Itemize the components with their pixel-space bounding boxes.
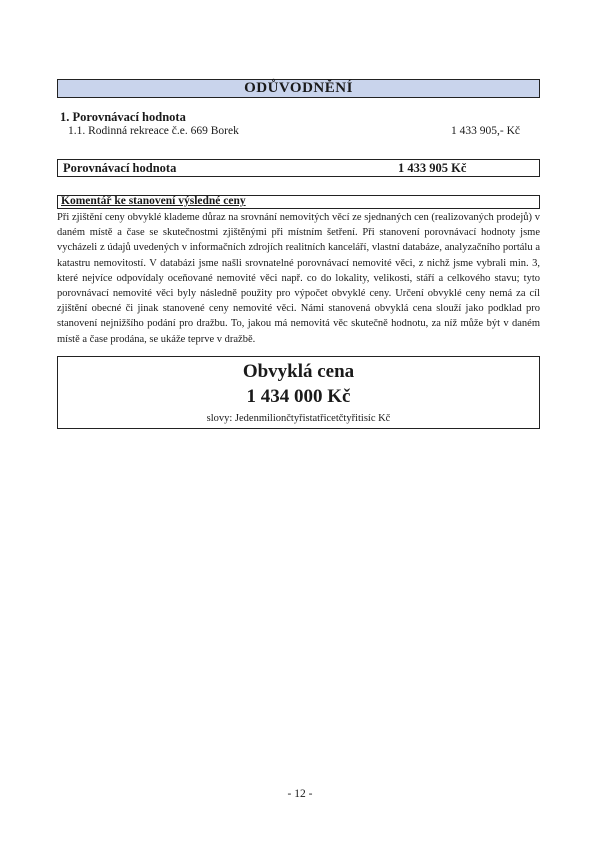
comment-title-box (57, 195, 540, 209)
usual-price-box (57, 356, 540, 429)
item-value: 1 433 905,- Kč (451, 125, 520, 137)
section-title: ODŮVODNĚNÍ (244, 80, 353, 96)
usual-price-title: Obvyklá cena (242, 361, 355, 382)
item-name: 1.1. Rodinná rekreace č.e. 669 Borek (68, 125, 239, 137)
comment-body: Při zjištění ceny obvyklé klademe důraz na srovnání nemovitých věcí ze sjednaných cen (realizovaných prodejů) v daném místě a čase se skutečnostmi zjištěnými při místním šetření. Při stanovení porovnávací hodnoty jsme vycházeli z údajů uvedených v informačních zdrojích realitních kanceláří, vlastní databáze, analyzačního portálu a katastru nemovitostí. V databázi jsme našli srovnatelné porovnávací nemovité věci, z nichž jsme vybrali min. 3, které nejvíce odpovídaly oceňované nemovité věci např. co do lokality, velikosti, stáří a celkového stavu; tyto porovnávací nemovité věci byly následně použity pro výpočet obvyklé ceny. Určení obvyklé ceny nemá za cíl zjištění obecné či jinak stanovené ceny nemovité věci. Námi stanovená obvyklá cena slouží jako podklad pro stanovení nejnižšího podání pro dražbu. To, jakou má nemovitá věc skutečně hodnotu, za níž může být v daném místě a čase prodána, se ukáže teprve v dražbě. (57, 212, 540, 345)
page-number: - 12 - (287, 788, 313, 800)
usual-price-words: slovy: Jedenmiliončtyřistatřicetčtyřitisíc Kč (206, 413, 391, 424)
section-header (57, 79, 540, 98)
comparative-value-label: Porovnávací hodnota (63, 161, 177, 175)
comparative-value-box (57, 159, 540, 177)
comparative-value-amount: 1 433 905 Kč (398, 161, 467, 175)
subsection-heading: 1. Porovnávací hodnota (60, 110, 186, 124)
usual-price-amount: 1 434 000 Kč (246, 386, 351, 407)
comment-title: Komentář ke stanovení výsledné ceny (61, 195, 246, 207)
